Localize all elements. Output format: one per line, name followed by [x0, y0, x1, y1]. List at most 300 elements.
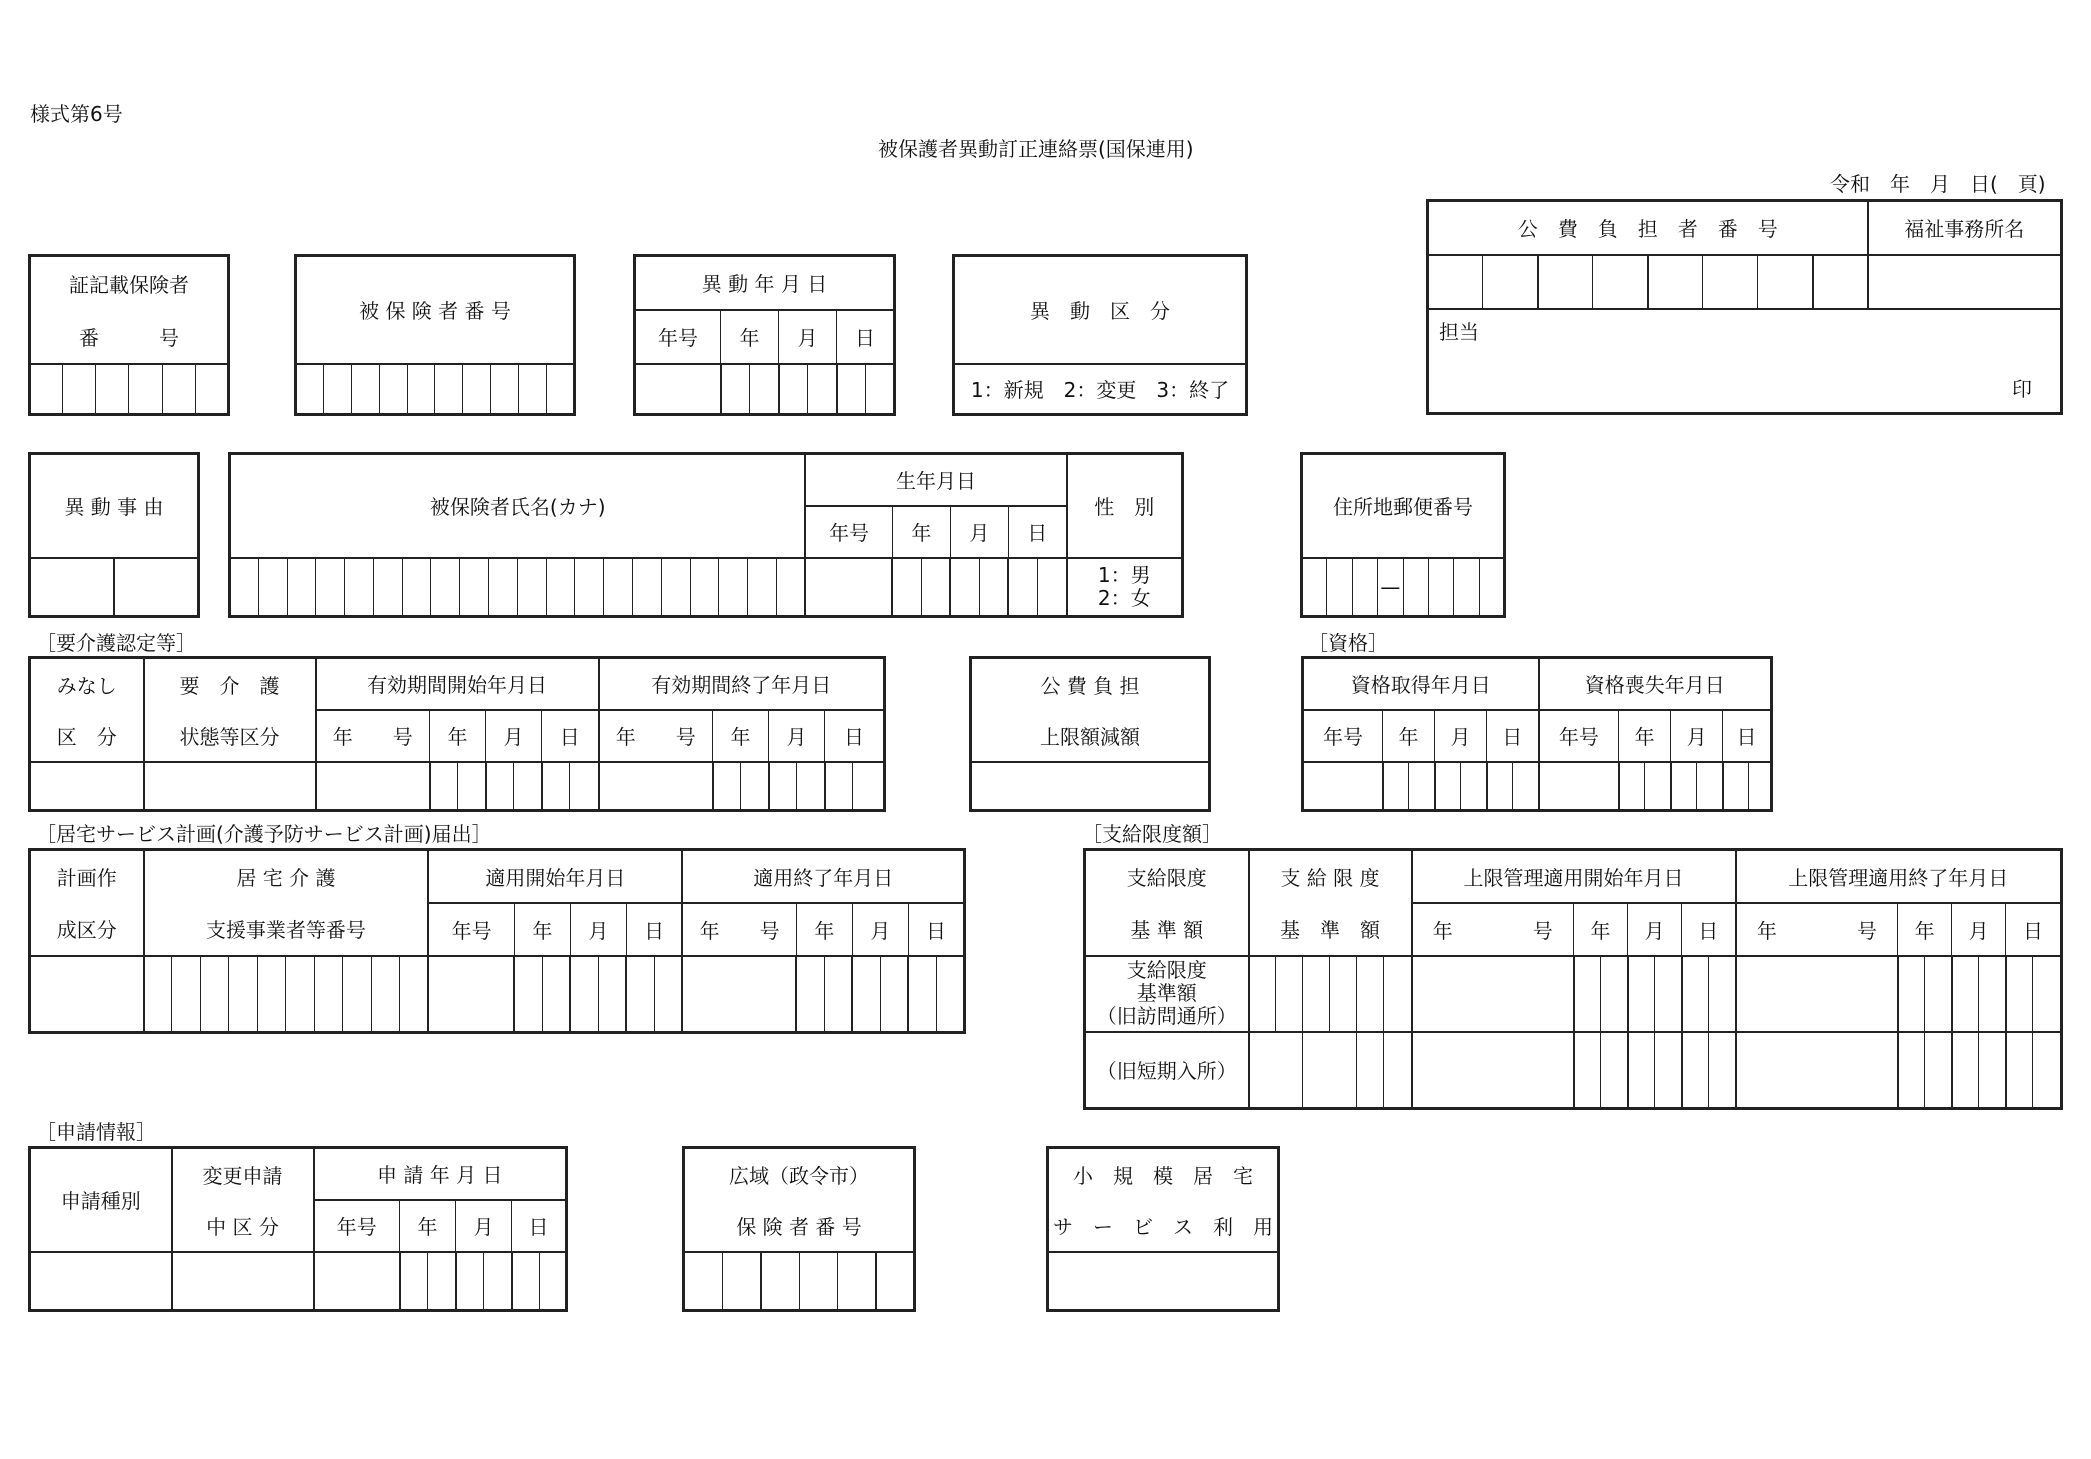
postal-digit[interactable]	[1302, 558, 1327, 617]
application-table	[28, 1146, 568, 1312]
form-title: 被保護者異動訂正連絡票(国保連用)	[878, 137, 1194, 161]
month-label: 月	[1671, 710, 1723, 762]
support-digit[interactable]	[229, 956, 257, 1033]
wide-area-digit[interactable]	[722, 1252, 761, 1311]
name-kana-header: 被保険者氏名(カナ)	[230, 454, 806, 558]
plan-end-digit[interactable]	[852, 956, 880, 1033]
plan-end-digit[interactable]	[908, 956, 936, 1033]
month-label: 月	[570, 903, 626, 956]
insurer-digit[interactable]	[96, 364, 129, 415]
limit-row1-label	[1085, 956, 1249, 1032]
start-month-digit[interactable]	[486, 762, 514, 811]
insurer-digit[interactable]	[195, 364, 228, 415]
plan-start-digit[interactable]	[654, 956, 682, 1033]
plan-end-digit[interactable]	[796, 956, 824, 1033]
end-day-digit[interactable]	[825, 762, 853, 811]
acquire-era-field[interactable]	[1303, 762, 1383, 811]
kana-char[interactable]	[402, 558, 431, 617]
limit-section-label: ［支給限度額］	[1082, 822, 1222, 846]
loss-digit[interactable]	[1697, 762, 1723, 811]
insured-digit[interactable]	[463, 364, 491, 415]
app-digit[interactable]	[512, 1252, 540, 1311]
birth-month-digit[interactable]	[979, 558, 1008, 617]
month-label: 月	[769, 710, 825, 762]
app-era-field[interactable]	[314, 1252, 400, 1311]
era-label: 年 号	[599, 710, 713, 762]
limit-start-digit[interactable]	[1655, 956, 1682, 1032]
start-day-digit[interactable]	[570, 762, 599, 811]
insurer-digit[interactable]	[162, 364, 195, 415]
insured-digit[interactable]	[323, 364, 351, 415]
cost-digit[interactable]	[1483, 255, 1538, 309]
era-label: 年 号	[1736, 903, 1898, 956]
limit-std-label-1: 支給限度	[1085, 850, 1249, 903]
support-digit[interactable]	[144, 956, 172, 1033]
kana-char[interactable]	[373, 558, 402, 617]
limit2-amt-field[interactable]	[1249, 1032, 1303, 1109]
insured-digit[interactable]	[351, 364, 379, 415]
limit2-start-era-field[interactable]	[1412, 1032, 1574, 1109]
kana-char[interactable]	[230, 558, 259, 617]
insurer-digit[interactable]	[129, 364, 162, 415]
app-section-label: ［申請情報］	[36, 1120, 156, 1144]
end-day-digit[interactable]	[853, 762, 885, 811]
insured-digit[interactable]	[491, 364, 519, 415]
year-digit[interactable]	[721, 364, 750, 415]
limit2-end-digit[interactable]	[1925, 1032, 1952, 1109]
app-change-field[interactable]	[172, 1252, 314, 1311]
plan-start-era-field[interactable]	[428, 956, 514, 1033]
kana-char[interactable]	[316, 558, 345, 617]
gender-header: 性 別	[1067, 454, 1183, 558]
plan-make-field[interactable]	[30, 956, 144, 1033]
year-label: 年	[1383, 710, 1435, 762]
kana-char[interactable]	[287, 558, 316, 617]
postal-digit[interactable]	[1403, 558, 1428, 617]
year-label: 年	[1619, 710, 1671, 762]
youkaigo-field[interactable]	[144, 762, 316, 811]
plan-section-label: ［居宅サービス計画(介護予防サービス計画)届出］	[36, 822, 492, 846]
day-label: 日	[825, 710, 885, 762]
cost-digit[interactable]	[1648, 255, 1703, 309]
kana-char[interactable]	[489, 558, 518, 617]
wide-area-table	[682, 1146, 916, 1312]
care-section-label: ［要介護認定等］	[36, 631, 196, 655]
year-label: 年	[514, 903, 570, 956]
minashi-field[interactable]	[30, 762, 144, 811]
wide-area-digit[interactable]	[761, 1252, 800, 1311]
kana-char[interactable]	[632, 558, 661, 617]
year-label: 年	[430, 710, 486, 762]
reason-header: 異 動 事 由	[30, 454, 199, 558]
insured-number-header: 被 保 険 者 番 号	[296, 256, 575, 364]
plan-start-header: 適用開始年月日	[428, 850, 682, 903]
limit2-start-digit[interactable]	[1628, 1032, 1655, 1109]
limit2-start-digit[interactable]	[1709, 1032, 1736, 1109]
day-label: 日	[2006, 903, 2062, 956]
plan-end-digit[interactable]	[936, 956, 964, 1033]
change-type-table	[952, 254, 1248, 416]
postal-header: 住所地郵便番号	[1302, 454, 1505, 558]
plan-end-era-field[interactable]	[682, 956, 796, 1033]
support-digit[interactable]	[371, 956, 399, 1033]
day-label: 日	[512, 1200, 567, 1252]
minashi-label-1: みなし	[30, 658, 144, 710]
change-date-table	[633, 254, 896, 416]
postal-digit[interactable]	[1352, 558, 1377, 617]
youkaigo-label-1: 要 介 護	[144, 658, 316, 710]
day-label: 日	[542, 710, 599, 762]
date-line: 令和 年 月 日( 頁)	[1830, 172, 2046, 196]
start-day-digit[interactable]	[542, 762, 570, 811]
postal-digit[interactable]	[1479, 558, 1504, 617]
limit-amt-digit[interactable]	[1249, 956, 1276, 1032]
app-digit[interactable]	[484, 1252, 512, 1311]
month-digit[interactable]	[779, 364, 808, 415]
app-date-header: 申 請 年 月 日	[314, 1148, 567, 1200]
limit-amt-digit[interactable]	[1384, 956, 1412, 1032]
loss-digit[interactable]	[1619, 762, 1645, 811]
kana-char[interactable]	[604, 558, 633, 617]
end-year-digit[interactable]	[741, 762, 769, 811]
support-digit[interactable]	[257, 956, 285, 1033]
month-label: 月	[950, 506, 1008, 558]
reason-table	[28, 452, 200, 618]
end-month-digit[interactable]	[797, 762, 825, 811]
support-digit[interactable]	[172, 956, 200, 1033]
small-scale-field[interactable]	[1048, 1252, 1279, 1311]
change-type-options[interactable]: 1：新規 2：変更 3：終了	[954, 364, 1247, 415]
cost-digit[interactable]	[1593, 255, 1648, 309]
limit-amt-label-2: 基 準 額	[1249, 903, 1412, 956]
year-label: 年	[796, 903, 852, 956]
month-label: 月	[1435, 710, 1487, 762]
limit-row2-label: （旧短期入所）	[1085, 1032, 1249, 1109]
insurer-digit[interactable]	[63, 364, 96, 415]
era-label: 年号	[428, 903, 514, 956]
plan-start-digit[interactable]	[626, 956, 654, 1033]
insured-digit[interactable]	[407, 364, 435, 415]
limit-end-digit[interactable]	[1898, 956, 1925, 1032]
limit-end-digit[interactable]	[1979, 956, 2006, 1032]
qual-section-label: ［資格］	[1308, 631, 1388, 655]
qualification-table	[1301, 656, 1773, 812]
month-label: 月	[456, 1200, 512, 1252]
limit-amt-label-1: 支 給 限 度	[1249, 850, 1412, 903]
kana-char[interactable]	[776, 558, 805, 617]
kana-char[interactable]	[546, 558, 575, 617]
limit-row1-line3: （旧訪問通所）	[1096, 1004, 1237, 1028]
tanto-field[interactable]	[1428, 309, 2062, 414]
insured-number-table	[294, 254, 576, 416]
small-scale-label-1: 小 規 模 居 宅	[1048, 1148, 1279, 1200]
plan-start-digit[interactable]	[598, 956, 626, 1033]
era-label: 年号	[635, 310, 721, 364]
start-year-digit[interactable]	[430, 762, 458, 811]
kana-char[interactable]	[431, 558, 460, 617]
loss-digit[interactable]	[1749, 762, 1772, 811]
end-era-field[interactable]	[599, 762, 713, 811]
acquire-digit[interactable]	[1513, 762, 1539, 811]
insurer-label-1: 証記載保険者	[30, 256, 229, 310]
year-digit[interactable]	[750, 364, 779, 415]
reason-field[interactable]	[114, 558, 199, 617]
limit2-amt-digit[interactable]	[1384, 1032, 1412, 1109]
insurer-number-table	[28, 254, 230, 416]
era-label: 年 号	[316, 710, 430, 762]
cost-digit[interactable]	[1703, 255, 1758, 309]
acquire-digit[interactable]	[1383, 762, 1409, 811]
kana-char[interactable]	[517, 558, 546, 617]
kana-char[interactable]	[661, 558, 690, 617]
kana-char[interactable]	[258, 558, 287, 617]
wide-area-label-2: 保 険 者 番 号	[684, 1200, 915, 1252]
name-birth-gender-table	[228, 452, 1184, 618]
day-label: 日	[626, 903, 682, 956]
day-label: 日	[908, 903, 964, 956]
insured-digit[interactable]	[435, 364, 463, 415]
support-digit[interactable]	[314, 956, 342, 1033]
limit-start-digit[interactable]	[1709, 956, 1736, 1032]
kana-char[interactable]	[460, 558, 489, 617]
day-digit[interactable]	[837, 364, 866, 415]
limit2-start-digit[interactable]	[1682, 1032, 1709, 1109]
limit-end-digit[interactable]	[2033, 956, 2062, 1032]
public-cost-label-1: 公 費 負 担	[971, 658, 1210, 710]
wide-area-digit[interactable]	[684, 1252, 723, 1311]
limit-row1-line2: 基準額	[1136, 981, 1197, 1005]
plan-start-digit[interactable]	[570, 956, 598, 1033]
valid-end-header: 有効期間終了年月日	[599, 658, 885, 710]
limit2-end-era-field[interactable]	[1736, 1032, 1898, 1109]
plan-support-label-1: 居 宅 介 護	[144, 850, 429, 903]
limit-end-digit[interactable]	[1925, 956, 1952, 1032]
minashi-label-2: 区 分	[30, 710, 144, 762]
month-label: 月	[779, 310, 837, 364]
limit-end-digit[interactable]	[2006, 956, 2033, 1032]
acquire-digit[interactable]	[1435, 762, 1461, 811]
birth-day-digit[interactable]	[1037, 558, 1066, 617]
birth-era-field[interactable]	[805, 558, 892, 617]
plan-support-label-2: 支援事業者等番号	[144, 903, 429, 956]
era-field[interactable]	[635, 364, 721, 415]
kana-char[interactable]	[748, 558, 777, 617]
birth-day-digit[interactable]	[1008, 558, 1037, 617]
start-year-digit[interactable]	[458, 762, 486, 811]
gender-male: 1：男	[1097, 562, 1151, 587]
month-label: 月	[1952, 903, 2006, 956]
cost-bearer-table	[1426, 199, 2063, 415]
loss-header: 資格喪失年月日	[1539, 658, 1772, 710]
loss-era-field[interactable]	[1539, 762, 1619, 811]
start-month-digit[interactable]	[514, 762, 542, 811]
limit-start-digit[interactable]	[1601, 956, 1628, 1032]
limit-start-era-field[interactable]	[1412, 956, 1574, 1032]
public-cost-field[interactable]	[971, 762, 1210, 811]
public-cost-table	[969, 656, 1211, 812]
limit-table	[1083, 848, 2063, 1110]
support-digit[interactable]	[343, 956, 371, 1033]
limit-start-header: 上限管理適用開始年月日	[1412, 850, 1736, 903]
wide-area-digit[interactable]	[876, 1252, 915, 1311]
care-table	[28, 656, 886, 812]
app-digit[interactable]	[540, 1252, 567, 1311]
limit2-start-digit[interactable]	[1655, 1032, 1682, 1109]
birth-month-digit[interactable]	[950, 558, 979, 617]
day-label: 日	[837, 310, 895, 364]
limit2-start-digit[interactable]	[1601, 1032, 1628, 1109]
plan-end-digit[interactable]	[880, 956, 908, 1033]
limit2-end-digit[interactable]	[1952, 1032, 1979, 1109]
era-label: 年 号	[682, 903, 796, 956]
small-scale-label-2: サ ー ビ ス 利 用	[1048, 1200, 1279, 1252]
insured-digit[interactable]	[519, 364, 547, 415]
plan-end-header: 適用終了年月日	[682, 850, 964, 903]
wide-area-digit[interactable]	[799, 1252, 838, 1311]
era-label: 年号	[1303, 710, 1383, 762]
day-digit[interactable]	[866, 364, 895, 415]
limit-amt-digit[interactable]	[1303, 956, 1330, 1032]
app-digit[interactable]	[400, 1252, 428, 1311]
wide-area-label-1: 広域（政令市）	[684, 1148, 915, 1200]
insured-digit[interactable]	[379, 364, 407, 415]
postal-digit[interactable]	[1454, 558, 1479, 617]
limit-amt-digit[interactable]	[1357, 956, 1384, 1032]
plan-table	[28, 848, 966, 1034]
plan-start-digit[interactable]	[514, 956, 542, 1033]
app-change-label-1: 変更申請	[172, 1148, 314, 1200]
year-label: 年	[400, 1200, 456, 1252]
office-name-field[interactable]	[1868, 255, 2062, 309]
cost-bearer-header: 公 費 負 担 者 番 号	[1428, 201, 1868, 255]
insured-digit[interactable]	[296, 364, 324, 415]
limit-end-era-field[interactable]	[1736, 956, 1898, 1032]
day-label: 日	[1487, 710, 1539, 762]
kana-char[interactable]	[575, 558, 604, 617]
public-cost-label-2: 上限額減額	[971, 710, 1210, 762]
kana-char[interactable]	[719, 558, 748, 617]
postal-dash: —	[1378, 558, 1403, 617]
limit-end-header: 上限管理適用終了年月日	[1736, 850, 2062, 903]
limit2-end-digit[interactable]	[1898, 1032, 1925, 1109]
plan-start-digit[interactable]	[542, 956, 570, 1033]
gender-options[interactable]	[1067, 558, 1183, 617]
acquire-digit[interactable]	[1461, 762, 1487, 811]
valid-start-header: 有効期間開始年月日	[316, 658, 599, 710]
plan-make-label-1: 計画作	[30, 850, 144, 903]
stamp-mark: 印	[2012, 377, 2032, 401]
birth-header: 生年月日	[805, 454, 1066, 506]
loss-digit[interactable]	[1723, 762, 1749, 811]
month-digit[interactable]	[808, 364, 837, 415]
loss-digit[interactable]	[1645, 762, 1671, 811]
acquire-digit[interactable]	[1409, 762, 1435, 811]
month-label: 月	[852, 903, 908, 956]
year-label: 年	[1898, 903, 1952, 956]
app-change-label-2: 中 区 分	[172, 1200, 314, 1252]
insurer-digit[interactable]	[30, 364, 63, 415]
start-era-field[interactable]	[316, 762, 430, 811]
cost-digit[interactable]	[1813, 255, 1868, 309]
end-year-digit[interactable]	[713, 762, 741, 811]
limit2-end-digit[interactable]	[2033, 1032, 2062, 1109]
limit2-amt-digit[interactable]	[1357, 1032, 1384, 1109]
year-label: 年	[713, 710, 769, 762]
kana-char[interactable]	[690, 558, 719, 617]
year-label: 年	[892, 506, 950, 558]
end-month-digit[interactable]	[769, 762, 797, 811]
birth-year-digit[interactable]	[892, 558, 921, 617]
app-type-field[interactable]	[30, 1252, 172, 1311]
plan-end-digit[interactable]	[824, 956, 852, 1033]
acquire-digit[interactable]	[1487, 762, 1513, 811]
limit-row1-line1: 支給限度	[1126, 958, 1207, 982]
era-label: 年 号	[1412, 903, 1574, 956]
gender-female: 2：女	[1097, 585, 1151, 610]
cost-digit[interactable]	[1428, 255, 1483, 309]
month-label: 月	[486, 710, 542, 762]
office-name-header: 福祉事務所名	[1868, 201, 2062, 255]
birth-year-digit[interactable]	[921, 558, 950, 617]
limit-start-digit[interactable]	[1574, 956, 1601, 1032]
limit2-end-digit[interactable]	[1979, 1032, 2006, 1109]
youkaigo-label-2: 状態等区分	[144, 710, 316, 762]
support-digit[interactable]	[286, 956, 314, 1033]
limit2-amt-field[interactable]	[1303, 1032, 1357, 1109]
day-label: 日	[1682, 903, 1736, 956]
postal-digit[interactable]	[1327, 558, 1352, 617]
era-label: 年号	[1539, 710, 1619, 762]
day-label: 日	[1008, 506, 1066, 558]
tanto-label: 担当	[1439, 319, 1479, 344]
year-label: 年	[1574, 903, 1628, 956]
insured-digit[interactable]	[547, 364, 575, 415]
wide-area-digit[interactable]	[838, 1252, 877, 1311]
limit-std-label-2: 基 準 額	[1085, 903, 1249, 956]
cost-digit[interactable]	[1758, 255, 1813, 309]
limit-amt-digit[interactable]	[1330, 956, 1357, 1032]
acquire-header: 資格取得年月日	[1303, 658, 1539, 710]
plan-make-label-2: 成区分	[30, 903, 144, 956]
loss-digit[interactable]	[1671, 762, 1697, 811]
era-label: 年号	[314, 1200, 400, 1252]
change-type-header: 異 動 区 分	[954, 256, 1247, 364]
year-label: 年	[721, 310, 779, 364]
app-digit[interactable]	[428, 1252, 456, 1311]
cost-digit[interactable]	[1538, 255, 1593, 309]
postal-digit[interactable]	[1428, 558, 1453, 617]
app-type-header: 申請種別	[30, 1148, 172, 1252]
app-digit[interactable]	[456, 1252, 484, 1311]
era-label: 年号	[805, 506, 892, 558]
limit-end-digit[interactable]	[1952, 956, 1979, 1032]
support-digit[interactable]	[400, 956, 429, 1033]
small-scale-table	[1046, 1146, 1280, 1312]
day-label: 日	[1723, 710, 1772, 762]
support-digit[interactable]	[200, 956, 228, 1033]
limit-start-digit[interactable]	[1682, 956, 1709, 1032]
month-label: 月	[1628, 903, 1682, 956]
limit2-start-digit[interactable]	[1574, 1032, 1601, 1109]
limit2-end-digit[interactable]	[2006, 1032, 2033, 1109]
change-date-header: 異 動 年 月 日	[635, 256, 895, 310]
reason-field[interactable]	[30, 558, 115, 617]
postal-table	[1300, 452, 1506, 618]
limit-amt-digit[interactable]	[1276, 956, 1303, 1032]
insurer-label-2: 番 号	[30, 310, 229, 364]
limit-start-digit[interactable]	[1628, 956, 1655, 1032]
kana-char[interactable]	[345, 558, 374, 617]
